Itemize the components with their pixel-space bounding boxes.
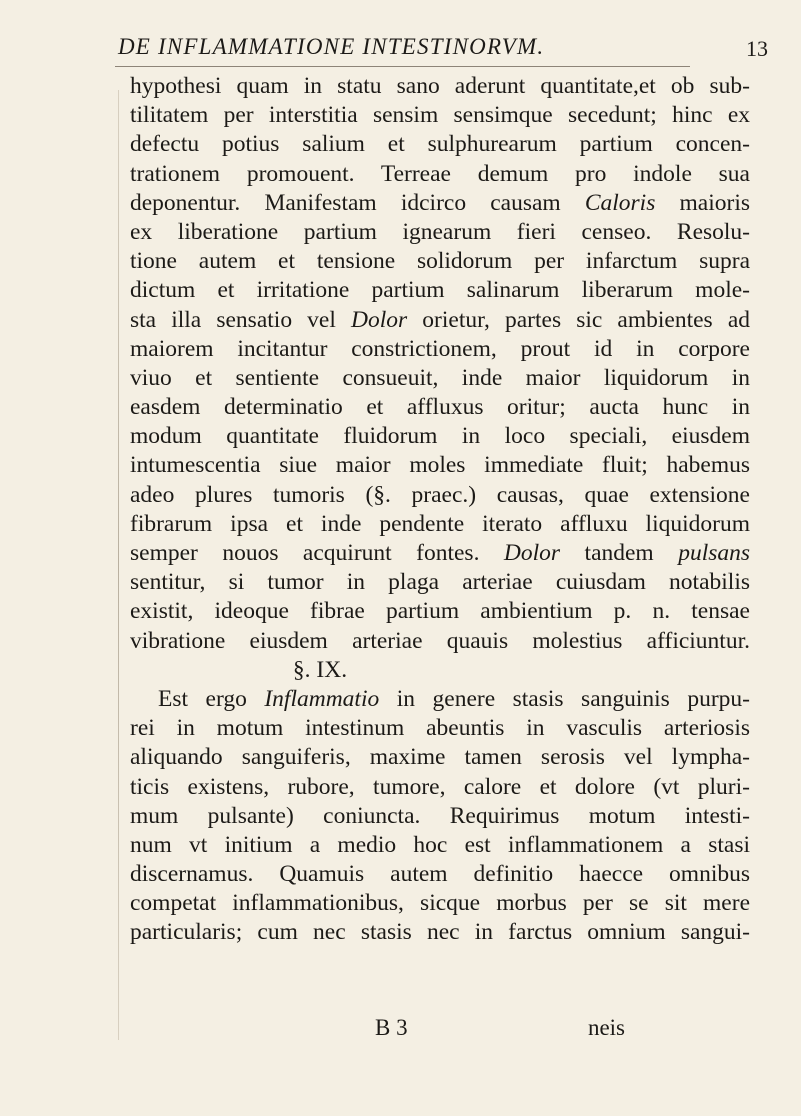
text-line: mum pulsante) coniuncta. Requirimus motum intesti- (130, 802, 750, 829)
text-line: adeo plures tumoris (§. praec.) causas, quae extensione (130, 481, 750, 508)
body-text (130, 72, 750, 948)
text-line: ex liberatione partium ignearum fieri censeo. Resolu- (130, 218, 750, 245)
text-line: dictum et irritatione partium salinarum liberarum mole- (130, 277, 750, 304)
text-line: semper nouos acquirunt fontes. Dolor tandem pulsans (130, 540, 751, 566)
text-line: discernamus. Quamuis autem definitio haecce omnibus (130, 861, 750, 888)
page-gutter-shadow (118, 90, 119, 1040)
text-line: defectu potius salium et sulphurearum partium concen- (130, 131, 750, 158)
text-line: sentitur, si tumor in plaga arteriae cuiusdam notabilis (130, 569, 750, 596)
text-line: aliquando sanguiferis, maxime tamen serosis vel lympha- (130, 744, 750, 771)
text-line: trationem promouent. Terreae demum pro indole sua (130, 160, 750, 187)
text-line: ticis existens, rubore, tumore, calore et dolore (vt pluri- (130, 773, 750, 800)
text-line: easdem determinatio et affluxus oritur; aucta hunc in (130, 394, 750, 421)
text-line: maiorem incitantur constrictionem, prout id in corpore (130, 335, 750, 362)
section-heading: §. IX. (292, 656, 348, 683)
text-line: sta illa sensatio vel Dolor orietur, partes sic ambientes ad (130, 306, 750, 333)
signature-mark: B 3 (375, 1015, 408, 1040)
text-line: num vt initium a medio hoc est inflammationem a stasi (130, 831, 750, 858)
text-line: vibratione eiusdem arteriae quauis molestius afficiuntur. (130, 627, 750, 654)
text-line: intumescentia siue maior moles immediate fluit; habemus (130, 452, 750, 479)
text-line: hypothesi quam in statu sano aderunt quantitate,et ob sub- (130, 73, 750, 99)
page-footer (375, 1015, 625, 1045)
page-header (118, 34, 768, 64)
page-number: 13 (746, 36, 768, 61)
text-line: deponentur. Manifestam idcirco causam Caloris maioris (130, 189, 750, 216)
running-head: DE INFLAMMATIONE INTESTINORVM. (118, 34, 545, 59)
text-line: Est ergo Inflammatio in genere stasis sanguinis purpu- (158, 685, 750, 712)
text-line: competat inflammationibus, sicque morbus per se sit mere (130, 890, 750, 917)
catchword: neis (587, 1015, 625, 1040)
text-line: tione autem et tensione solidorum per infarctum supra (130, 248, 750, 275)
text-line: modum quantitate fluidorum in loco speciali, eiusdem (130, 423, 750, 450)
header-rule (115, 66, 690, 67)
text-line: viuo et sentiente consueuit, inde maior liquidorum in (130, 364, 750, 391)
text-line: rei in motum intestinum abeuntis in vasculis arteriosis (130, 715, 750, 742)
text-line: particularis; cum nec stasis nec in farctus omnium sangui- (130, 919, 750, 946)
text-line: existit, ideoque fibrae partium ambientium p. n. tensae (130, 598, 750, 625)
text-line: fibrarum ipsa et inde pendente iterato affluxu liquidorum (130, 510, 750, 537)
text-line: tilitatem per interstitia sensim sensimque secedunt; hinc ex (130, 102, 750, 129)
